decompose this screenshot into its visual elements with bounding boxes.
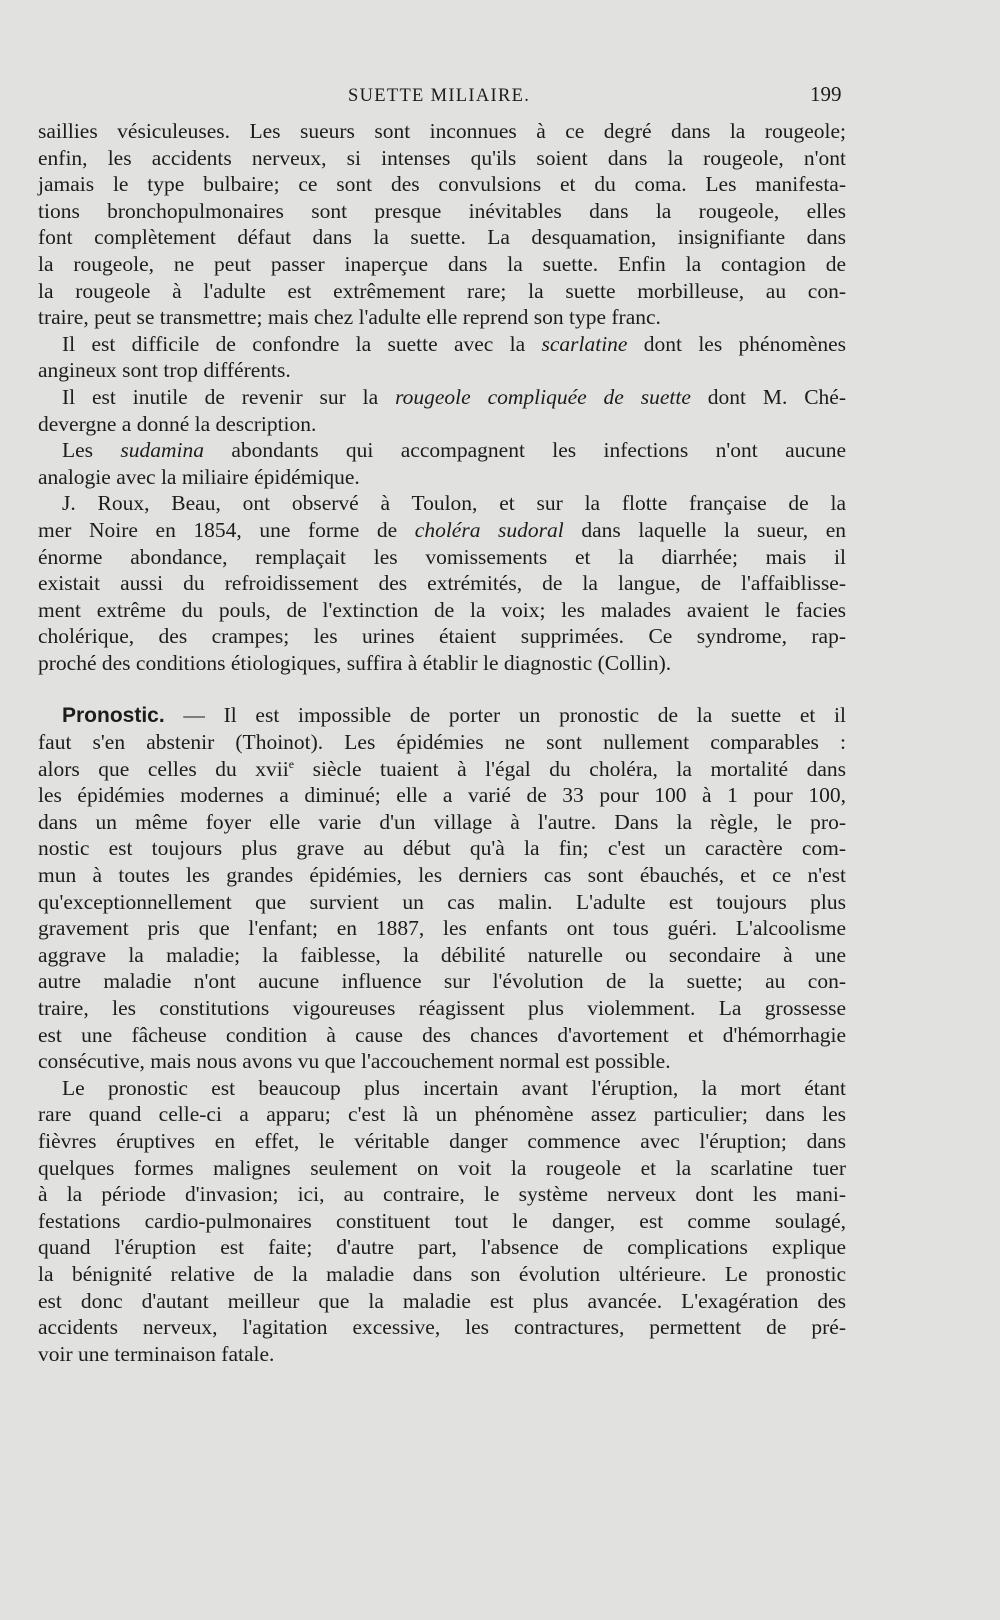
text-line: est donc d'autant meilleur que la maladie est plus avancée. L'exagération des — [38, 1288, 846, 1313]
text-line: analogie avec la miliaire épidémique. — [38, 464, 360, 489]
text-line: J. Roux, Beau, ont observé à Toulon, et sur la flotte française de la — [62, 491, 846, 516]
text-line: quand l'éruption est faite; d'autre part, l'absence de complications explique — [38, 1235, 846, 1260]
text-line: font complètement défaut dans la suette. La desquamation, insignifiante dans — [38, 225, 846, 250]
paragraph-pronostic-eruption — [38, 1075, 846, 1368]
text-line: enfin, les accidents nerveux, si intenses qu'ils soient dans la rougeole, n'ont — [38, 145, 846, 170]
italic-term: rougeole compliquée de suette — [395, 384, 691, 409]
text-line: les épidémies modernes a diminué; elle a varié de 33 pour 100 à 1 pour 100, — [38, 783, 846, 808]
text-line: alors que celles du xvii$^e$ siècle tuaient à l'égal du choléra, la mortalité dans — [38, 756, 846, 781]
text-line: consécutive, mais nous avons vu que l'accouchement normal est possible. — [38, 1049, 671, 1074]
page-number: 199 — [810, 82, 842, 106]
text-line: gravement pris que l'enfant; en 1887, les enfants ont tous guéri. L'alcoolisme — [38, 916, 846, 941]
text-line: proché des conditions étiologiques, suffira à établir le diagnostic (Collin). — [38, 650, 672, 675]
text-line: énorme abondance, remplaçait les vomissements et la diarrhée; mais il — [38, 544, 846, 569]
text-line: festations cardio-pulmonaires constituent tout le danger, est comme soulagé, — [38, 1208, 846, 1233]
italic-term: choléra sudoral — [414, 517, 564, 542]
paragraph-sudamina — [38, 437, 846, 490]
text-line: ment extrême du pouls, de l'extinction de la voix; les malades avaient le facies — [38, 597, 846, 622]
text-line: accidents nerveux, l'agitation excessive, les contractures, permettent de pré- — [38, 1315, 846, 1340]
text-line: dans un même foyer elle varie d'un village à l'autre. Dans la règle, le pro- — [38, 809, 846, 834]
text-line: aggrave la maladie; la faiblesse, la débilité naturelle ou secondaire à une — [38, 942, 846, 967]
text-line: mer Noire en 1854, une forme de choléra sudoral dans laquelle la sueur, en — [38, 517, 846, 542]
text-line: est une fâcheuse condition à cause des chances d'avortement et d'hémorrhagie — [38, 1022, 846, 1047]
text-line: à la période d'invasion; ici, au contraire, le système nerveux dont les mani- — [38, 1182, 846, 1207]
text-line: tions bronchopulmonaires sont presque inévitables dans la rougeole, elles — [38, 198, 846, 223]
running-title: SUETTE MILIAIRE. — [348, 86, 531, 106]
paragraph-cholera-sudoral — [38, 490, 846, 676]
text-line: mun à toutes les grandes épidémies, les derniers cas sont ébauchés, et ce n'est — [38, 863, 846, 888]
text-line: quelques formes malignes seulement on voit la rougeole et la scarlatine tuer — [38, 1155, 846, 1180]
text-line: Il est inutile de revenir sur la rougeole compliquée de suette dont M. Ché- — [62, 384, 847, 409]
text-line: autre maladie n'ont aucune influence sur l'évolution de la suette; au con- — [38, 969, 846, 994]
paragraph-scarlatine — [38, 331, 846, 384]
text-line: voir une terminaison fatale. — [38, 1341, 275, 1366]
text-line: cholérique, des crampes; les urines étaient supprimées. Ce syndrome, rap- — [38, 624, 846, 649]
text-line: nostic est toujours plus grave au début qu'à la fin; c'est un caractère com- — [38, 836, 846, 861]
text-line: Pronostic. — Il est impossible de porter un pronostic de la suette et il — [62, 703, 846, 728]
italic-term: scarlatine — [541, 331, 628, 356]
text-line: rare quand celle-ci a apparu; c'est là un phénomène assez particulier; dans les — [38, 1102, 846, 1127]
italic-term: sudamina — [120, 438, 205, 463]
text-line: Le pronostic est beaucoup plus incertain avant l'éruption, la mort étant — [62, 1075, 846, 1100]
paragraph-rougeole-comparison — [38, 118, 846, 331]
section-heading: Pronostic. — [62, 704, 165, 728]
section-pronostic — [38, 702, 846, 1074]
section-spacer — [38, 676, 846, 702]
text-line: jamais le type bulbaire; ce sont des convulsions et du coma. Les manifesta- — [38, 172, 846, 197]
body-text — [38, 118, 846, 1367]
text-line: devergne a donné la description. — [38, 411, 317, 436]
text-line: faut s'en abstenir (Thoinot). Les épidémies ne sont nullement comparables : — [38, 730, 846, 755]
text-line: la rougeole, ne peut passer inaperçue dans la suette. Enfin la contagion de — [38, 251, 846, 276]
text-line: Il est difficile de confondre la suette avec la scarlatine dont les phénomènes — [62, 331, 846, 356]
text-line: traire, les constitutions vigoureuses réagissent plus violemment. La grossesse — [38, 996, 846, 1020]
text-line: saillies vésiculeuses. Les sueurs sont inconnues à ce degré dans la rougeole; — [38, 119, 846, 143]
text-line: la bénignité relative de la maladie dans son évolution ultérieure. Le pronostic — [38, 1261, 846, 1286]
text-line: traire, peut se transmettre; mais chez l'adulte elle reprend son type franc. — [38, 305, 661, 330]
superscript: e — [288, 756, 295, 771]
text-line: fièvres éruptives en effet, le véritable danger commence avec l'éruption; dans — [38, 1128, 846, 1153]
paragraph-rougeole-compliquee — [38, 384, 846, 437]
text-line: la rougeole à l'adulte est extrêmement rare; la suette morbilleuse, au con- — [38, 278, 846, 303]
text-line: angineux sont trop différents. — [38, 358, 291, 383]
text-line: qu'exceptionnellement que survient un cas malin. L'adulte est toujours plus — [38, 889, 846, 914]
text-line: Les sudamina abondants qui accompagnent les infections n'ont aucune — [62, 438, 846, 463]
text-line: existait aussi du refroidissement des extrémités, de la langue, de l'affaiblisse- — [38, 571, 846, 596]
